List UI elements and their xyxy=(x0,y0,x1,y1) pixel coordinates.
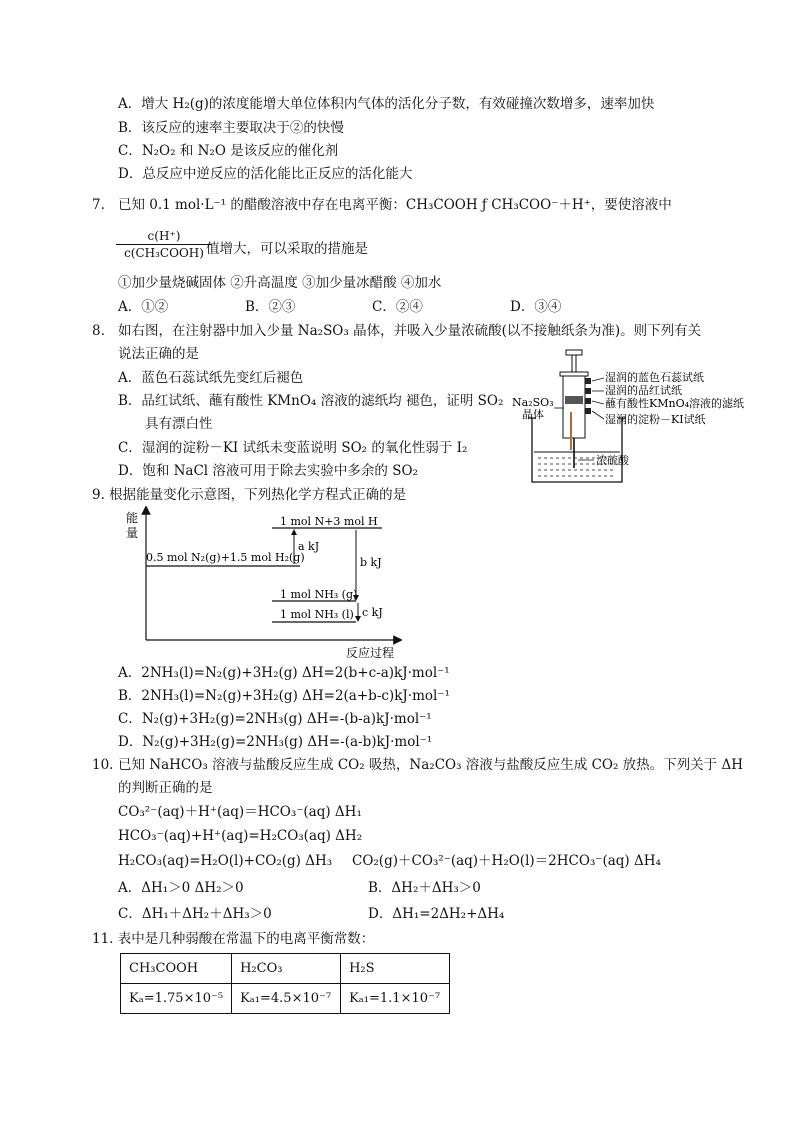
q10-option-d: D．ΔH₁=2ΔH₂+ΔH₄ xyxy=(368,906,505,922)
y-axis-label-2: 量 xyxy=(126,526,139,540)
level-atoms-label: 1 mol N+3 mol H xyxy=(280,515,378,528)
q11-stem: 11. 表中是几种弱酸在常温下的电离平衡常数： xyxy=(92,931,375,947)
label-magenta-paper: 湿润的品红试纸 xyxy=(605,384,682,397)
q10-equation-3: H₂CO₃(aq)=H₂O(l)+CO₂(g) ΔH₃ xyxy=(118,853,333,869)
label-conc-sulfuric-acid: 浓硫酸 xyxy=(596,454,629,467)
q8-option-c: C．湿润的淀粉－KI 试纸未变蓝说明 SO₂ 的氧化性弱于 I₂ xyxy=(118,440,468,456)
q8-stem-line2: 说法正确的是 xyxy=(118,346,199,362)
level-reactants-label: 0.5 mol N₂(g)+1.5 mol H₂(g) xyxy=(146,551,305,564)
table-header-cell: CH₃COOH xyxy=(121,954,232,984)
q7-fraction-denominator: c(CH₃COOH) xyxy=(124,246,204,260)
q7-fraction xyxy=(116,228,212,261)
q9-option-a: A．2NH₃(l)=N₂(g)+3H₂(g) ΔH=2(b+c-a)kJ·mol⁻¹ xyxy=(118,665,450,681)
q7-number: 7. xyxy=(92,197,105,213)
q8-stem-line1: 如右图，在注射器中加入少量 Na₂SO₃ 晶体，并吸入少量浓硫酸(以不接触纸条为准)。则下列有关 xyxy=(118,323,702,339)
label-crystal: 晶体 xyxy=(522,408,544,421)
q10-stem-line1: 已知 NaHCO₃ 溶液与盐酸反应生成 CO₂ 吸热，Na₂CO₃ 溶液与盐酸反应生成 CO₂ 放热。下列关于 ΔH xyxy=(118,757,743,773)
q6-option-d: D．总反应中逆反应的活化能比正反应的活化能大 xyxy=(118,166,413,182)
q10-option-c: C．ΔH₁＋ΔH₂＋ΔH₃＞0 xyxy=(118,906,272,922)
q9-option-d: D．N₂(g)+3H₂(g)=2NH₃(g) ΔH=-(a-b)kJ·mol⁻¹ xyxy=(118,734,433,750)
q8-apparatus-figure xyxy=(508,348,784,486)
label-c: c kJ xyxy=(362,606,383,619)
label-na2so3: Na₂SO₃ xyxy=(512,396,554,409)
q7-option-a: A．①② xyxy=(118,299,169,315)
q10-option-b: B．ΔH₂＋ΔH₃＞0 xyxy=(368,880,481,896)
q8-number: 8. xyxy=(92,323,105,339)
q8-option-d: D．饱和 NaCl 溶液可用于除去实验中多余的 SO₂ xyxy=(118,463,418,479)
table-row xyxy=(121,954,450,984)
label-b: b kJ xyxy=(360,556,382,569)
q9-option-b: B．2NH₃(l)=N₂(g)+3H₂(g) ΔH=2(a+b-c)kJ·mol⁻¹ xyxy=(118,688,450,704)
level-nh3-liquid-label: 1 mol NH₃ (l) xyxy=(280,608,354,621)
q6-option-b: B．该反应的速率主要取决于②的快慢 xyxy=(118,120,344,136)
syringe xyxy=(560,350,588,468)
table-cell: Kₐ₁=1.1×10⁻⁷ xyxy=(341,984,450,1014)
label-starch-ki-paper: 湿润的淀粉－KI试纸 xyxy=(605,413,706,426)
paper-strips xyxy=(585,378,591,414)
q10-equation-4: CO₂(g)＋CO₃²⁻(aq)＋H₂O(l)＝2HCO₃⁻(aq) ΔH₄ xyxy=(352,853,661,869)
q9-stem: 9. 根据能量变化示意图，下列热化学方程式正确的是 xyxy=(92,487,407,503)
label-kmno4-paper: 蘸有酸性KMnO₄溶液的滤纸 xyxy=(605,397,744,410)
q8-option-b-line2: 具有漂白性 xyxy=(145,416,213,432)
q10-stem-line2: 的判断正确的是 xyxy=(118,780,213,796)
q7-fraction-numerator: c(H⁺) xyxy=(116,228,212,245)
label-a: a kJ xyxy=(298,540,320,553)
q10-option-a: A．ΔH₁＞0 ΔH₂＞0 xyxy=(118,880,244,896)
q10-number: 10. xyxy=(92,757,114,773)
level-nh3-gas-label: 1 mol NH₃ (g) xyxy=(280,588,358,601)
q10-equation-1: CO₃²⁻(aq)＋H⁺(aq)＝HCO₃⁻(aq) ΔH₁ xyxy=(118,804,362,820)
energy-diagram xyxy=(120,506,410,658)
table-header-cell: H₂S xyxy=(341,954,450,984)
table-row xyxy=(121,984,450,1014)
q6-option-c: C．N₂O₂ 和 N₂O 是该反应的催化剂 xyxy=(118,143,339,159)
q7-stem: 已知 0.1 mol·L⁻¹ 的醋酸溶液中存在电离平衡：CH₃COOH ƒ CH₃COO⁻＋H⁺，要使溶液中 xyxy=(118,197,672,213)
y-axis-label-1: 能 xyxy=(126,511,139,525)
q7-option-b: B．②③ xyxy=(245,299,296,315)
q6-option-a: A．增大 H₂(g)的浓度能增大单位体积内气体的活化分子数，有效碰撞次数增多，速率加快 xyxy=(118,96,655,112)
table-header-cell: H₂CO₃ xyxy=(232,954,341,984)
x-axis-label: 反应过程 xyxy=(346,646,395,658)
q8-option-a: A．蓝色石蕊试纸先变红后褪色 xyxy=(118,370,304,386)
table-cell: Kₐ=1.75×10⁻⁵ xyxy=(121,984,232,1014)
ionization-constants-table xyxy=(120,953,450,1014)
q7-measures: ①加少量烧碱固体 ②升高温度 ③加少量冰醋酸 ④加水 xyxy=(118,275,442,291)
label-blue-litmus: 湿润的蓝色石蕊试纸 xyxy=(605,371,704,384)
q7-option-c: C．②④ xyxy=(372,299,423,315)
table-cell: Kₐ₁=4.5×10⁻⁷ xyxy=(232,984,341,1014)
q9-option-c: C．N₂(g)+3H₂(g)=2NH₃(g) ΔH=-(b-a)kJ·mol⁻¹ xyxy=(118,711,432,727)
q7-after-fraction: 值增大，可以采取的措施是 xyxy=(206,241,368,257)
q8-option-b-line1: B．品红试纸、蘸有酸性 KMnO₄ 溶液的滤纸均 褪色，证明 SO₂ xyxy=(118,393,504,409)
q7-option-d: D．③④ xyxy=(510,299,562,315)
q10-equation-2: HCO₃⁻(aq)+H⁺(aq)=H₂CO₃(aq) ΔH₂ xyxy=(118,828,363,844)
